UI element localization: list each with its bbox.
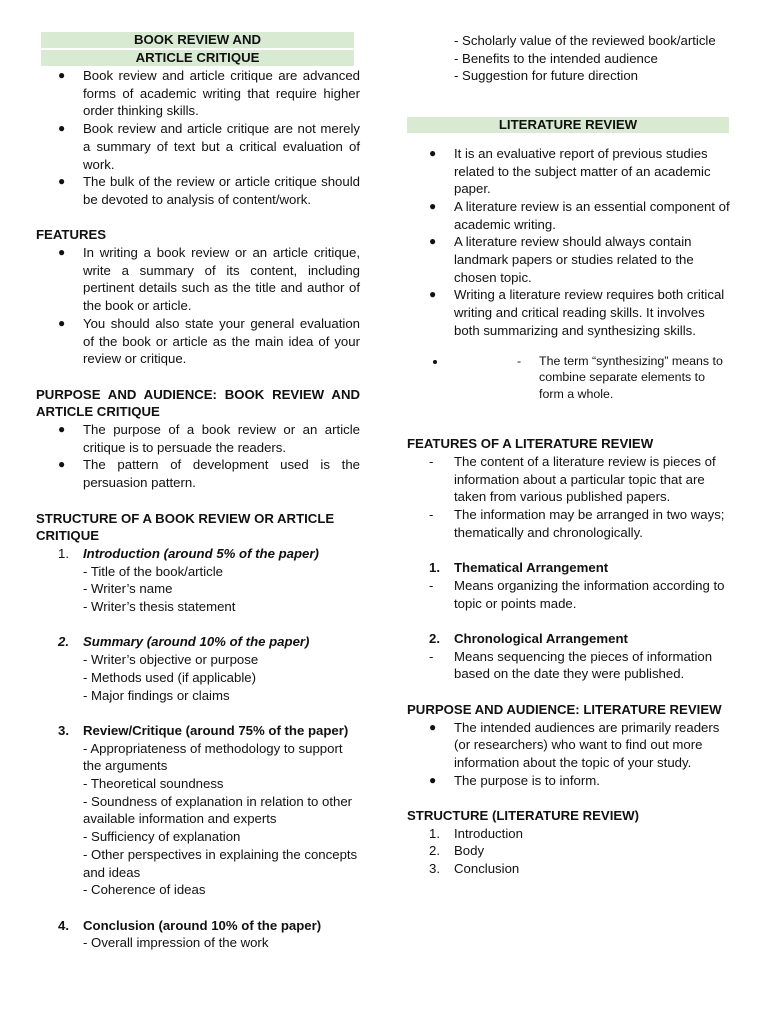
list-item: ● The intended audiences are primarily readers (or researchers) who want to find out more information about the topic of your study. <box>429 719 720 770</box>
features-bullet-list <box>36 244 360 368</box>
list-item: ● The bulk of the review or article critique should be devoted to analysis of content/work. <box>58 174 360 207</box>
list-item: ● The purpose is to inform. <box>429 772 600 788</box>
structure-list <box>36 545 360 563</box>
lit-structure-list <box>407 825 731 878</box>
list-item: - The information may be arranged in two ways; thematically and chronologically. <box>429 507 725 540</box>
literature-bullet-list <box>407 145 731 340</box>
structure-heading: STRUCTURE OF A BOOK REVIEW OR ARTICLE CRITIQUE <box>36 510 335 544</box>
continued-item: - Suggestion for future direction <box>454 68 638 84</box>
list-item: ● Book review and article critique are advanced forms of academic writing that require higher order thinking skills. <box>58 68 360 119</box>
features-heading: FEATURES <box>36 227 107 243</box>
page-title-line1: BOOK REVIEW AND <box>41 32 354 48</box>
continued-item: - Scholarly value of the reviewed book/article <box>454 33 716 48</box>
list-item: ● Book review and article critique are not merely a summary of text but a critical evaluation of work. <box>58 121 360 172</box>
list-item: - The content of a literature review is pieces of information about a particular topic that are taken from various published papers. <box>429 454 716 505</box>
sub-item: - Sufficiency of explanation <box>83 829 241 845</box>
sub-item: - Writer’s name <box>83 581 173 597</box>
literature-review-title: LITERATURE REVIEW <box>407 117 729 133</box>
lit-purpose-list <box>407 719 731 790</box>
sub-item: - Writer’s objective or purpose <box>83 652 259 668</box>
list-item: ● A literature review should always contain landmark papers or studies related to the chosen topic. <box>429 234 694 285</box>
list-item: ● The purpose of a book review or an article critique is to persuade the readers. <box>58 422 360 455</box>
purpose-heading: PURPOSE AND AUDIENCE: BOOK REVIEW AND ARTICLE CRITIQUE <box>36 386 360 420</box>
list-item: 2. Body <box>429 843 485 859</box>
lit-structure-heading: STRUCTURE (LITERATURE REVIEW) <box>407 808 639 824</box>
structure-item-introduction: 1. Introduction (around 5% of the paper) <box>58 545 319 561</box>
lit-purpose-heading: PURPOSE AND AUDIENCE: LITERATURE REVIEW <box>407 701 722 717</box>
intro-bullet-list <box>36 67 360 209</box>
structure-item-conclusion: 4. Conclusion (around 10% of the paper) <box>58 917 322 933</box>
sub-item: - Other perspectives in explaining the concepts and ideas <box>83 846 358 880</box>
page-title-line2: ARTICLE CRITIQUE <box>41 50 354 66</box>
list-item: 1. Thematical Arrangement <box>429 560 609 576</box>
left-column <box>36 32 360 952</box>
right-column <box>407 32 731 878</box>
list-item: ● In writing a book review or an article critique, write a summary of its content, including pertinent details such as the title and author of the book or article. <box>58 245 360 314</box>
sub-item: - Title of the book/article <box>83 563 224 579</box>
sub-item: - Writer’s thesis statement <box>83 599 236 615</box>
sub-item: - Overall impression of the work <box>83 935 269 951</box>
lit-features-heading: FEATURES OF A LITERATURE REVIEW <box>407 436 654 452</box>
list-item: • - The term “synthesizing” means to combine separate elements to form a whole. <box>447 353 731 403</box>
purpose-bullet-list <box>36 421 360 492</box>
list-item: ● You should also state your general evaluation of the book or article as the main idea of your review or critique. <box>58 315 360 367</box>
arrangement-thematical <box>407 559 731 577</box>
sub-item: - Methods used (if applicable) <box>83 669 256 685</box>
list-item: 1. Introduction <box>429 825 523 841</box>
continued-item: - Benefits to the intended audience <box>454 50 658 66</box>
structure-item-summary: 2. Summary (around 10% of the paper) <box>58 634 310 650</box>
arrangement-chronological <box>407 630 731 648</box>
lit-features-list <box>407 453 731 542</box>
list-item: ● It is an evaluative report of previous studies related to the subject matter of an academic paper. <box>429 145 711 197</box>
sub-item: - Major findings or claims <box>83 687 230 703</box>
list-item: - Means organizing the information according to topic or points made. <box>429 577 725 611</box>
list-item: ● A literature review is an essential component of academic writing. <box>429 198 730 232</box>
sub-item: - Theoretical soundness <box>83 776 224 792</box>
sub-item: - Soundness of explanation in relation to other available information and experts <box>83 793 353 827</box>
list-item: 3. Conclusion <box>429 861 520 877</box>
structure-item-review-critique: 3. Review/Critique (around 75% of the paper) <box>58 722 349 738</box>
synthesizing-note <box>407 353 731 403</box>
sub-item: - Coherence of ideas <box>83 882 206 898</box>
list-item: - Means sequencing the pieces of information based on the date they were published. <box>429 648 713 682</box>
list-item: ● Writing a literature review requires both critical writing and critical reading skills. It involves both summarizing and synthesizing skills. <box>429 287 725 338</box>
list-item: 2. Chronological Arrangement <box>429 631 628 647</box>
list-item: ● The pattern of development used is the persuasion pattern. <box>58 457 360 491</box>
sub-item: - Appropriateness of methodology to support the arguments <box>83 740 343 774</box>
